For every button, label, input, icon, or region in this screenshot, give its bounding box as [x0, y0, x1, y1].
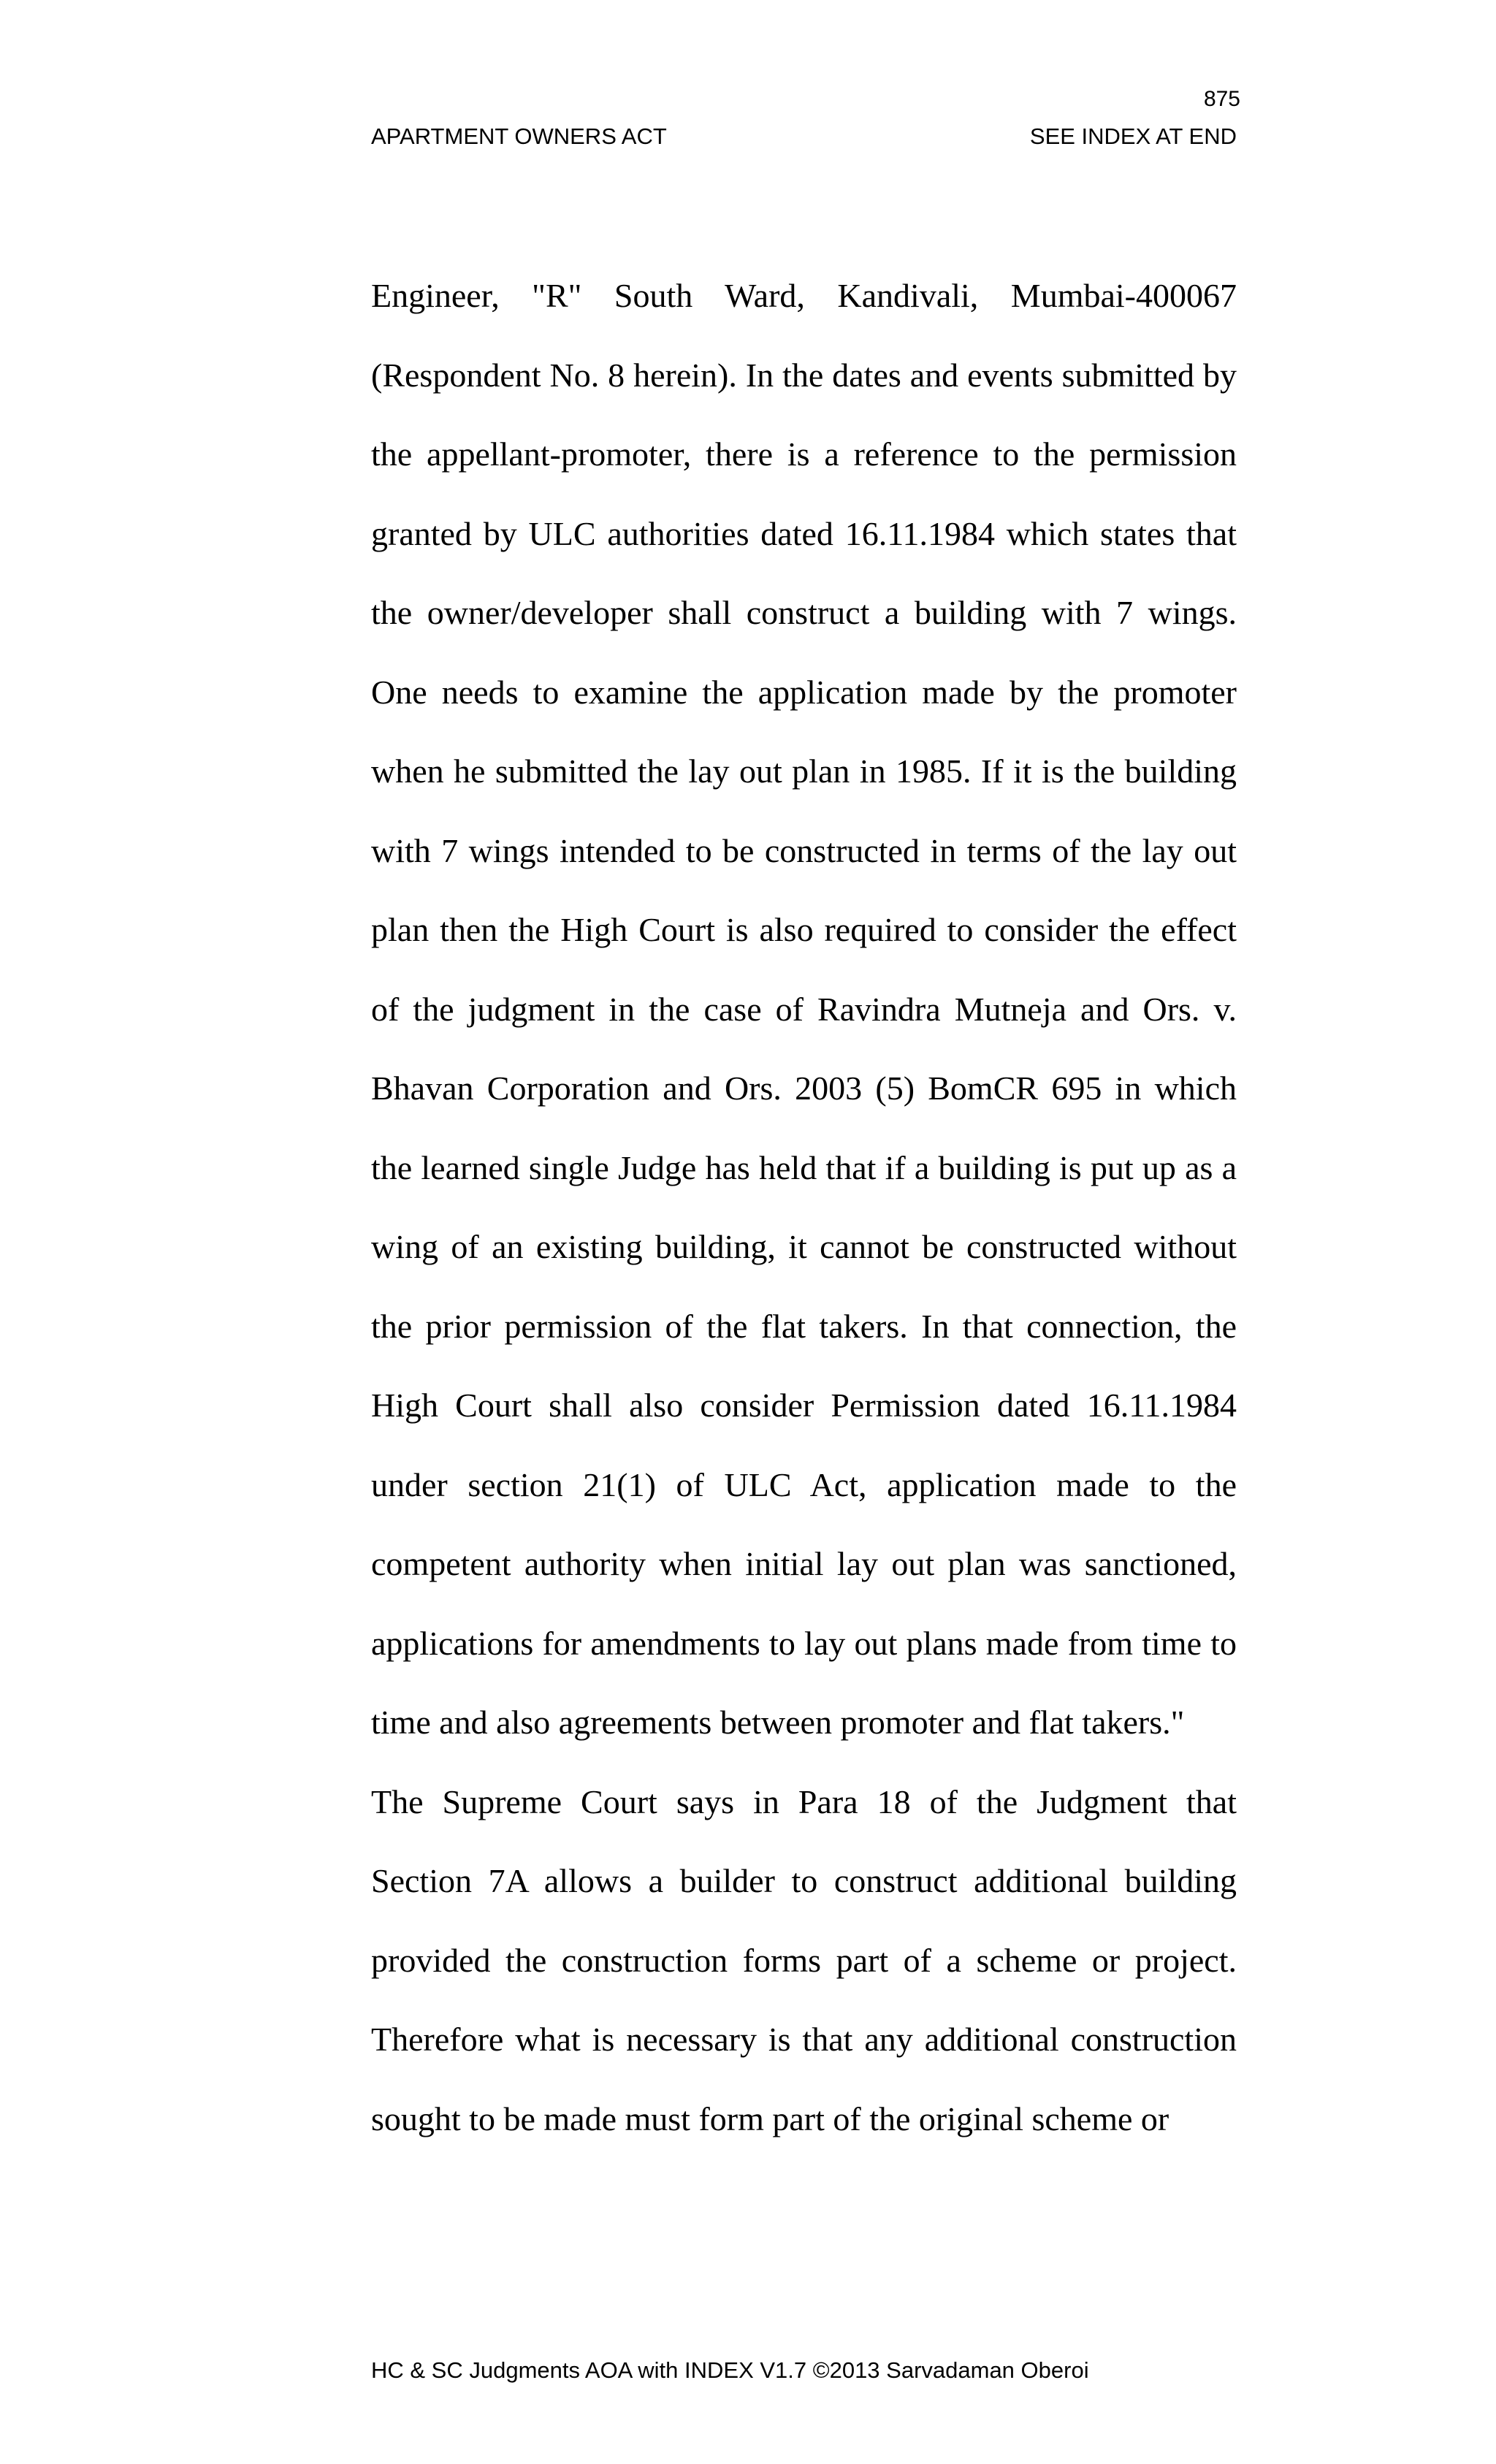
page-number: 875	[1203, 87, 1240, 111]
body-paragraph-commentary: The Supreme Court says in Para 18 of the Judgment that Section 7A allows a builder to construct additional building provided the construction forms part of a scheme or project. Therefore what is necessary is that any additional construction sought to be made must form part of the original scheme or	[371, 1782, 1237, 2137]
running-header	[371, 123, 1237, 150]
page-body	[371, 256, 1237, 2159]
body-paragraph-quote: Engineer, "R" South Ward, Kandivali, Mumbai-400067 (Respondent No. 8 herein). In the dates and events submitted by the appellant-promoter, there is a reference to the permission granted by ULC authorities dated 16.11.1984 which states that the owner/developer shall construct a building with 7 wings. One needs to examine the application made by the promoter when he submitted the lay out plan in 1985. If it is the building with 7 wings intended to be constructed in terms of the lay out plan then the High Court is also required to consider the effect of the judgment in the case of Ravindra Mutneja and Ors. v. Bhavan Corporation and Ors. 2003 (5) BomCR 695 in which the learned single Judge has held that if a building is put up as a wing of an existing building, it cannot be constructed without the prior permission of the flat takers. In that connection, the High Court shall also consider Permission dated 16.11.1984 under section 21(1) of ULC Act, application made to the competent authority when initial lay out plan was sanctioned, applications for amendments to lay out plans made from time to time and also agreements between promoter and flat takers."	[371, 277, 1237, 1741]
page-footer: HC & SC Judgments AOA with INDEX V1.7 ©2013 Sarvadaman Oberoi	[371, 2357, 1089, 2383]
header-index-note: SEE INDEX AT END	[1029, 123, 1237, 149]
header-title: APARTMENT OWNERS ACT	[371, 123, 667, 149]
